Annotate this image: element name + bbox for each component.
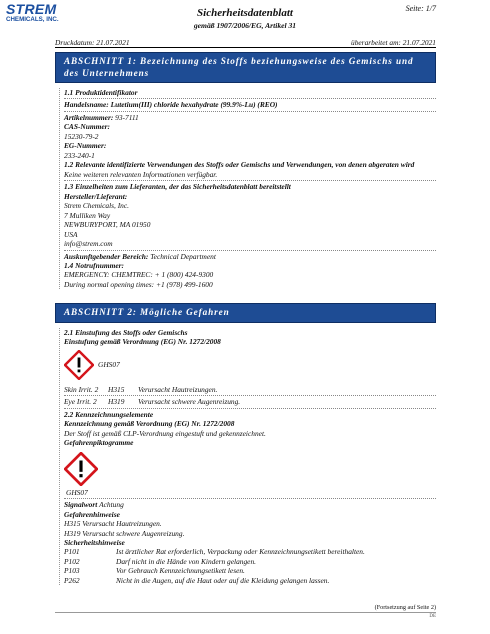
supplier-label: Hersteller/Lieferant: [64,191,128,201]
ghs07-pictogram [64,452,436,486]
uses-heading: 1.2 Relevante identifizierte Verwendungen des Stoffs oder Gemischs und Verwendungen, von denen abgeraten wird [64,160,415,170]
exclamation-mark-diamond-icon [64,350,94,380]
print-date: Druckdatum: 21.07.2021 [55,38,130,47]
cas-value: 15230-79-2 [64,131,99,141]
document-subtitle: gemäß 1907/2006/EG, Artikel 31 [193,21,297,30]
precautions-heading: Sicherheitshinweise [64,537,125,547]
hazard-statement: H319 Verursacht schwere Augenreizung. [64,528,185,538]
product-identifier-heading: 1.1 Produktidentifikator [64,88,138,97]
uses-text: Keine weiteren relevanten Informationen verfügbar. [64,169,218,179]
labelling-heading: 2.2 Kennzeichnungselemente [64,409,154,419]
cas-label: CAS-Nummer: [64,122,110,132]
supplier-line: NEWBURYPORT, MA 01950 [64,220,151,230]
section-2-body [59,328,436,585]
ghs-code: GHS07 [66,487,88,497]
precaution-row: P262 Nicht in die Augen, auf die Haut oder auf die Kleidung gelangen lassen. [64,575,330,585]
supplier-line: Strem Chemicals, Inc. [64,201,129,211]
article-number: Artikelnummer: 93-7111 [64,112,139,122]
ghs07-row [64,350,436,380]
section-1-heading: ABSCHNITT 1: Bezeichnung des Stoffs beziehungsweise des Gemischs und des Unternehmens [55,52,436,83]
supplier-email: info@strem.com [64,239,113,249]
info-department: Auskunftgebender Bereich: Technical Department [64,251,216,261]
footer-rule [55,612,436,613]
pictograms-heading: Gefahrenpiktogramme [64,438,134,448]
hazard-class-row: Skin Irrit. 2 H315 Verursacht Hautreizungen. [64,384,218,394]
language-mark: DE [429,614,436,619]
continued-note: (Fortsetzung auf Seite 2) [374,604,436,611]
hazard-statement: H315 Verursacht Hautreizungen. [64,519,162,529]
signal-word: Signalwort Achtung [64,500,124,510]
labelling-text: Der Stoff ist gemäß CLP-Verordnung eingestuft und gekennzeichnet. [64,428,266,438]
hazard-class-row: Eye Irrit. 2 H319 Verursacht schwere Augenreizung. [64,397,241,407]
section-2-heading: ABSCHNITT 2: Mögliche Gefahren [55,303,436,323]
exclamation-mark-diamond-icon [64,452,436,486]
section-1-body [59,88,436,289]
logo-subtitle: CHEMICALS, INC. [6,16,59,23]
emergency-heading: 1.4 Notrufnummer: [64,260,124,270]
supplier-line: 7 Mulliken Way [64,210,111,220]
ghs-code: GHS07 [98,360,120,370]
trade-name: Handelsname: Lutetium(III) chloride hexahydrate (99.9%-Lu) (REO) [64,100,278,110]
document-body [55,52,436,585]
hazard-statements-heading: Gefahrenhinweise [64,509,120,519]
classification-heading: 2.1 Einstufung des Stoffs oder Gemischs [64,327,188,337]
header-rule [55,47,436,48]
normal-hours-number: During normal opening times: +1 (978) 499-1600 [64,279,213,289]
revision-date: überarbeitet am: 21.07.2021 [351,38,436,47]
labelling-regulation: Kennzeichnung gemäß Verordnung (EG) Nr. 1272/2008 [64,419,235,429]
precaution-row: P102 Darf nicht in die Hände von Kindern gelangen. [64,556,256,566]
logo-wordmark: STREM [6,1,57,17]
classification-regulation: Einstufung gemäß Verordnung (EG) Nr. 1272/2008 [64,337,221,347]
emergency-number: EMERGENCY: CHEMTREC: + 1 (800) 424-9300 [64,270,214,280]
supplier-line: USA [64,229,78,239]
eg-value: 233-240-1 [64,150,95,160]
supplier-heading: 1.3 Einzelheiten zum Lieferanten, der das Sicherheitsdatenblatt bereitstellt [64,182,291,192]
precaution-row: P103 Vor Gebrauch Kennzeichnungsetikett lesen. [64,566,245,576]
eg-label: EG-Nummer: [64,141,107,151]
precaution-row: P101 Ist ärztlicher Rat erforderlich, Verpackung oder Kennzeichnungsetikett bereithalten. [64,547,365,557]
page-number: Seite: 1/7 [405,4,436,13]
document-title: Sicherheitsdatenblatt [197,7,293,19]
